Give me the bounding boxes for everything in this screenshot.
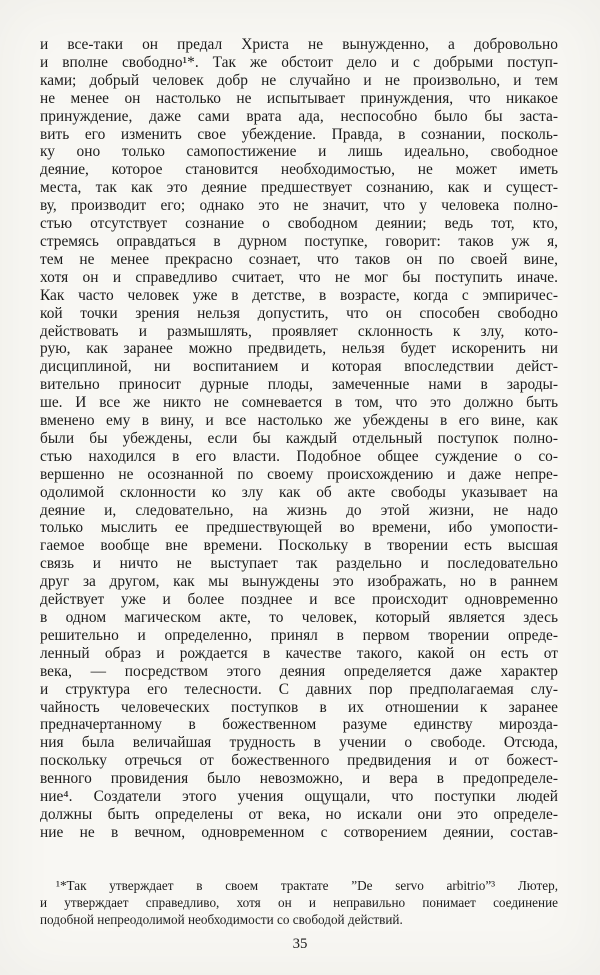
body-text-line: ния была величайшая трудность в учении о свободе. Отсюда, [40, 734, 558, 752]
footnote-line: и утверждает справедливо, хотя он и неправильно понимает соединение [40, 895, 558, 910]
body-text-line: стремясь оправдаться в дурном поступке, говорит: таков уж я, [40, 232, 558, 250]
body-text-line: вительно приносит дурные плоды, замеченные нами в зароды- [40, 376, 558, 394]
body-text-line: действовать и размышлять, проявляет склонность к злу, кото- [40, 322, 558, 340]
body-text-line: тем не менее прекрасно сознает, что таков он по своей вине, [40, 250, 558, 268]
body-text-line: кой точки зрения нельзя допустить, что он способен свободно [40, 304, 558, 322]
body-text-line: стью находился в его власти. Подобное общее суждение о со- [40, 447, 558, 465]
body-text-line: века, — посредством этого деяния определяется даже характер [40, 662, 558, 680]
body-text-line: поскольку отречься от божественного предвидения и от божест- [40, 752, 558, 770]
body-text-line: ву, производит его; однако это не значит, что у человека полно- [40, 197, 558, 215]
body-text-line: вменено ему в вину, и все настолько же убеждены в его вине, как [40, 412, 558, 430]
footnote [40, 877, 558, 928]
body-text-line: должны быть определены от века, но искали они это определе- [40, 805, 558, 823]
body-text-line: действует уже и более позднее и все происходит одновременно [40, 591, 558, 609]
body-text-line: деяние, которое становится необходимостью, не может иметь [40, 161, 558, 179]
body-text-line: ками; добрый человек добр не случайно и не произвольно, и тем [40, 71, 558, 89]
body-text-line: только мыслить ее предшествующей во времени, ибо умопости- [40, 519, 558, 537]
body-text-line: решительно и определенно, принял в первом творении опреде- [40, 626, 558, 644]
body-text-line: Как часто человек уже в детстве, в возрасте, когда с эмпиричес- [40, 286, 558, 304]
body-text-line: ние⁴. Создатели этого учения ощущали, что поступки людей [40, 788, 558, 806]
body-text-line: были бы убеждены, если бы каждый отдельный поступок полно- [40, 429, 558, 447]
body-text-line: стью отсутствует сознание о свободном деянии; ведь тот, кто, [40, 215, 558, 233]
footnote-line: ¹*Так утверждает в своем трактате ”De servo arbitrio”³ Лютер, [56, 878, 558, 893]
body-text-line: и все-таки он предал Христа не вынужденно, а добровольно [40, 36, 558, 53]
footnote-line: подобной непреодолимой необходимости со свободой действий. [40, 912, 403, 927]
body-text-line: ленный образ и рождается в качестве такого, какой он есть от [40, 644, 558, 662]
body-text-line: рую, как заранее можно предвидеть, нельзя будет искоренить ни [40, 340, 558, 358]
page-number: 35 [292, 936, 308, 952]
body-text-line: связь и ничто не выступает так раздельно и последовательно [40, 555, 558, 573]
body-text-line: ние не в вечном, одновременном с сотворением деянии, состав- [40, 823, 558, 841]
body-text-line: ку оно только самопостижение и лишь идеально, свободное [40, 143, 558, 161]
body-text-line: принуждение, даже сами врата ада, неспособно было бы заста- [40, 107, 558, 125]
body-text-line: не менее он настолько не испытывает принуждения, что никакое [40, 89, 558, 107]
body-text-line: вить его изменить свое убеждение. Правда, в сознании, посколь- [40, 125, 558, 143]
body-text-line: дисциплиной, ни воспитанием и которая впоследствии дейст- [40, 358, 558, 376]
body-text-line: места, так как это деяние предшествует сознанию, как и сущест- [40, 179, 558, 197]
page-body-text [40, 36, 558, 842]
body-text-line: в одном магическом акте, то человек, который является здесь [40, 609, 558, 626]
body-text-line: гаемое вообще вне времени. Поскольку в творении есть высшая [40, 537, 558, 555]
body-text-line: одолимой склонности ко злу как об акте свободы указывает на [40, 483, 558, 501]
body-text-line: и структура его телесности. С давних пор предполагаемая слу- [40, 680, 558, 698]
body-text-line: чайность человеческих поступков в их отношении к заранее [40, 698, 558, 716]
body-text-line: и вполне свободно¹*. Так же обстоит дело и с добрыми поступ- [40, 53, 558, 71]
body-text-line: друг за другом, как мы вынуждены это изображать, но в раннем [40, 573, 558, 591]
body-text-line: деяние и, следовательно, на жизнь до этой жизни, не надо [40, 501, 558, 519]
body-text-line: венного провидения было невозможно, и вера в предопределе- [40, 770, 558, 788]
body-text-line: хотя он и справедливо считает, что не мог бы поступить иначе. [40, 268, 558, 286]
body-text-line: ше. И все же никто не сомневается в том, что это должно быть [40, 394, 558, 412]
body-text-line: вершенно не осознанной по своему происхождению и даже непре- [40, 465, 558, 483]
body-text-line: предначертанному в божественном разуме единству мирозда- [40, 716, 558, 734]
